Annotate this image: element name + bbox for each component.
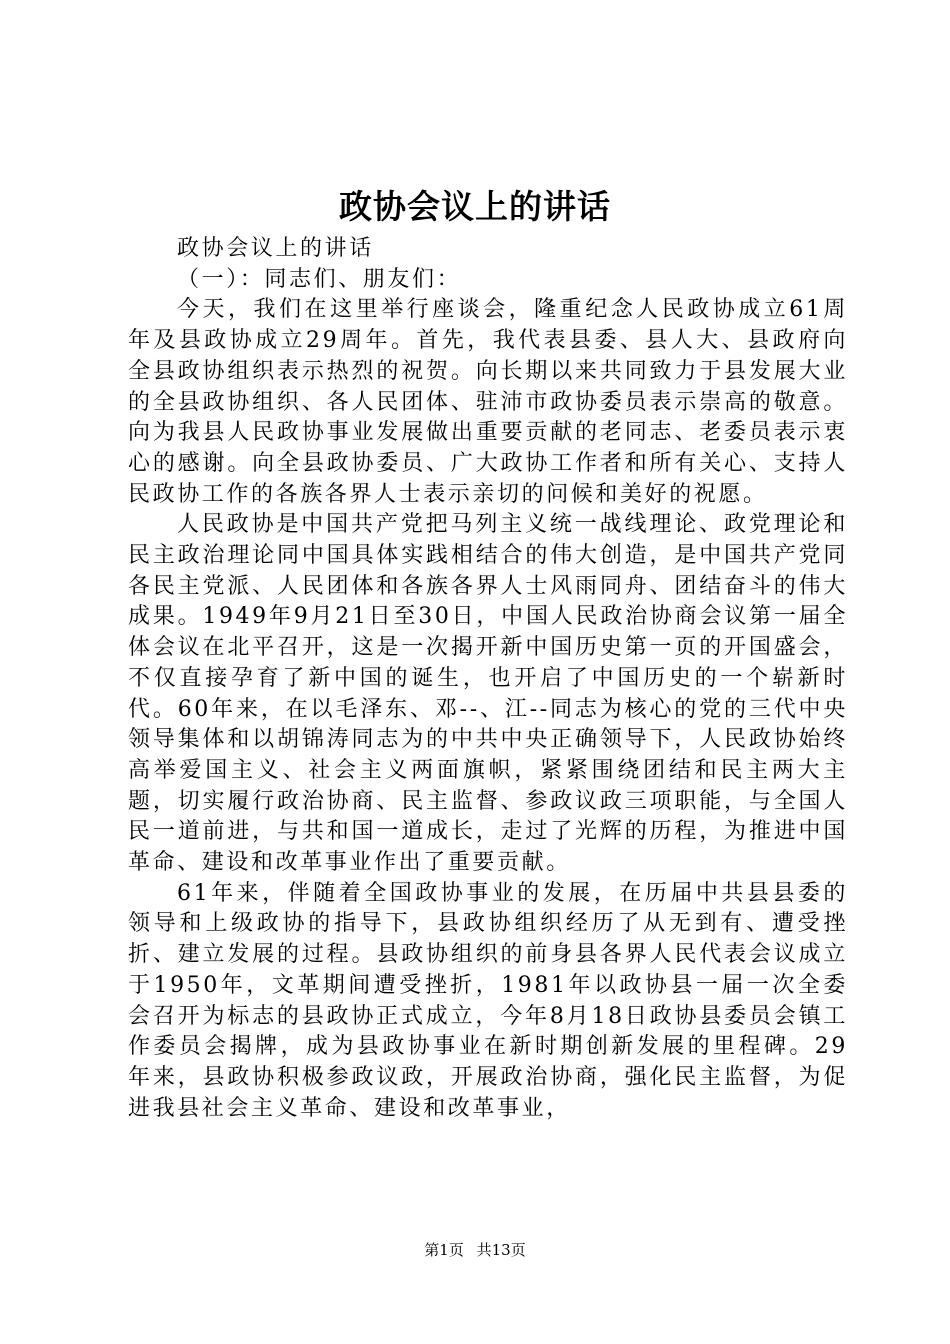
document-title: 政协会议上的讲话: [339, 187, 611, 226]
body-paragraph-3: 61年来，伴随着全国政协事业的发展，在历届中共县县委的领导和上级政协的指导下，县政协组织经历了从无到有、遭受挫折、建立发展的过程。县政协组织的前身县各界人民代表会议成立于1950年，文革期间遭受挫折，1981年以政协县一届一次全委会召开为标志的县政协正式成立，今年8月18日政协县委员会镇工作委员会揭牌，成为县政协事业在新时期创新发展的里程碑。29年来，县政协积极参政议政，开展政治协商，强化民主监督，为促进我县社会主义革命、建设和改革事业，: [128, 880, 848, 1121]
document-body: [128, 234, 848, 1124]
salutation-paragraph: （一）：同志们、朋友们：: [177, 266, 462, 292]
subtitle-paragraph: 政协会议上的讲话: [177, 236, 374, 261]
body-paragraph-2: 人民政协是中国共产党把马列主义统一战线理论、政党理论和民主政治理论同中国具体实践相结合的伟大创造，是中国共产党同各民主党派、人民团体和各族各界人士风雨同舟、团结奋斗的伟大成果。1949年9月21日至30日，中国人民政治协商会议第一届全体会议在北平召开，这是一次揭开新中国历史第一页的开国盛会，不仅直接孕育了新中国的诞生，也开启了中国历史的一个崭新时代。60年来，在以毛泽东、邓--、江--同志为核心的党的三代中央领导集体和以胡锦涛同志为的中共中央正确领导下，人民政协始终高举爱国主义、社会主义两面旗帜，紧紧围绕团结和民主两大主题，切实履行政治协商、民主监督、参政议政三项职能，与全国人民一道前进，与共和国一道成长，走过了光辉的历程，为推进中国革命、建设和改革事业作出了重要贡献。: [128, 512, 848, 876]
page-number: 第1页: [424, 1241, 464, 1259]
page-footer: [0, 1240, 950, 1260]
body-paragraph-1: 今天，我们在这里举行座谈会，隆重纪念人民政协成立61周年及县政协成立29周年。首先，我代表县委、县人大、县政府向全县政协组织表示热烈的祝贺。向长期以来共同致力于县发展大业的全县政协组织、各人民团体、驻沛市政协委员表示崇高的敬意。向为我县人民政协事业发展做出重要贡献的老同志、老委员表示衷心的感谢。向全县政协委员、广大政协工作者和所有关心、支持人民政协工作的各族各界人士表示亲切的问候和美好的祝愿。: [128, 297, 848, 507]
page-total: 共13页: [476, 1241, 526, 1259]
